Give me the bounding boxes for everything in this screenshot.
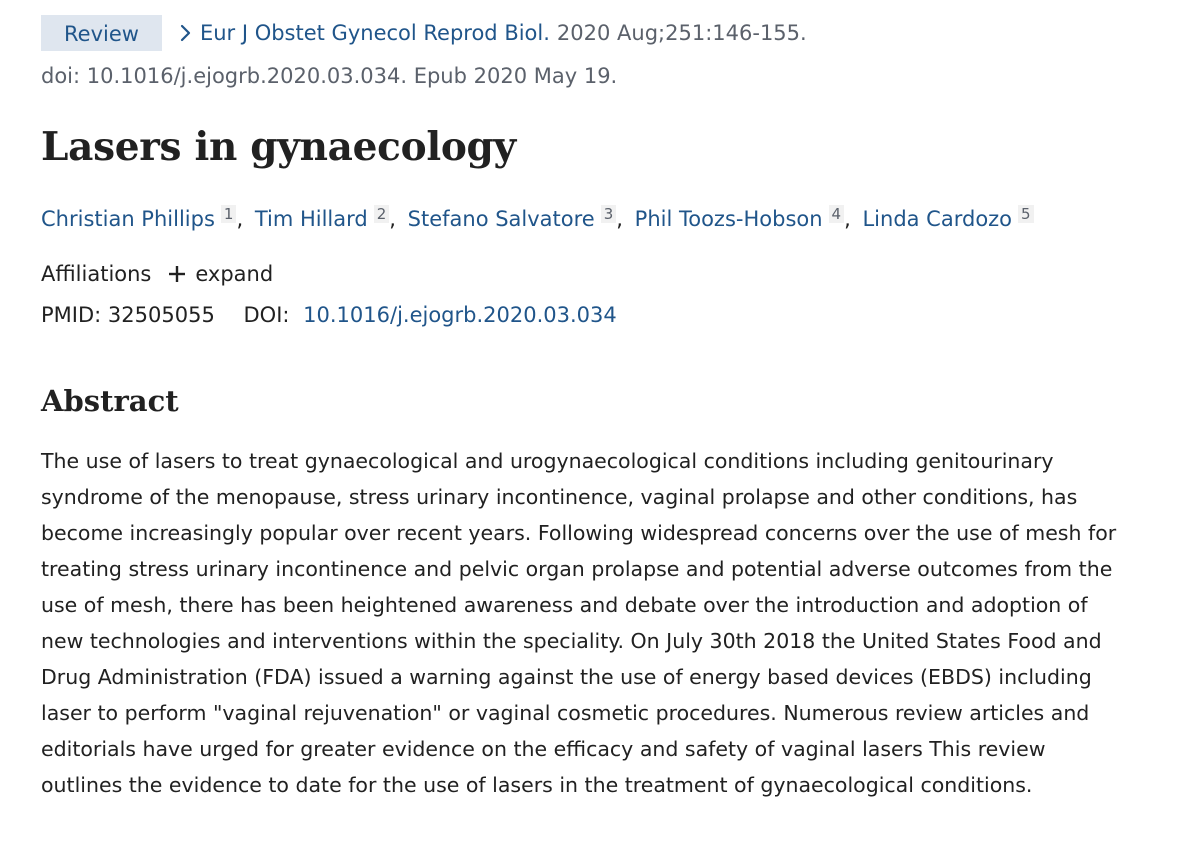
publication-type-badge: Review [41,15,162,51]
expand-button[interactable]: expand [195,262,274,286]
journal-link[interactable]: Eur J Obstet Gynecol Reprod Biol. [199,21,550,45]
plus-icon[interactable] [167,264,187,284]
affiliation-number[interactable]: 2 [374,205,390,223]
identifiers-line [41,303,617,327]
author-separator: , [616,207,623,231]
author-link[interactable]: Tim Hillard [254,207,368,231]
chevron-right-icon[interactable] [170,15,200,51]
abstract-heading: Abstract [41,384,179,418]
author-separator: , [844,207,851,231]
pmid-label: PMID: [41,303,102,327]
author-link[interactable]: Christian Phillips [41,207,215,231]
affiliation-number[interactable]: 5 [1018,205,1034,223]
affiliation-number[interactable]: 1 [221,205,237,223]
doi-link[interactable]: 10.1016/j.ejogrb.2020.03.034 [303,303,617,327]
author-link[interactable]: Linda Cardozo [862,207,1013,231]
doi-label: DOI: [243,303,290,327]
author-link[interactable]: Phil Toozs-Hobson [634,207,823,231]
article-title: Lasers in gynaecology [41,124,516,170]
author-separator: , [389,207,396,231]
citation-line [41,15,807,51]
abstract-text: The use of lasers to treat gynaecological and urogynaecological conditions including genitourinary syndrome of the menopause, stress urinary incontinence, vaginal prolapse and other conditions, has become increasingly popular over recent years. Following widespread concerns over the use of mesh for treating stress urinary incontinence and pelvic organ prolapse and potential adverse outcomes from the use of mesh, there has been heightened awareness and debate over the introduction and adoption of new technologies and interventions within the speciality. On July 30th 2018 the United States Food and Drug Administration (FDA) issued a warning against the use of energy based devices (EBDS) including laser to perform "vaginal rejuvenation" or vaginal cosmetic procedures. Numerous review articles and editorials have urged for greater evidence on the efficacy and safety of vaginal lasers This review outlines the evidence to date for the use of lasers in the treatment of gynaecological conditions. [41,449,1117,797]
citation-doi-line: doi: 10.1016/j.ejogrb.2020.03.034. Epub 2020 May 19. [41,64,618,88]
authors-list [41,205,1034,231]
author-separator: , [236,207,244,231]
pmid-value: 32505055 [107,303,215,327]
affiliations-toggle[interactable] [41,262,273,286]
affiliation-number[interactable]: 3 [601,205,617,223]
affiliations-label: Affiliations [41,262,152,286]
citation-details: 2020 Aug;251:146-155. [556,21,807,45]
affiliation-number[interactable]: 4 [829,205,845,223]
author-link[interactable]: Stefano Salvatore [407,207,595,231]
